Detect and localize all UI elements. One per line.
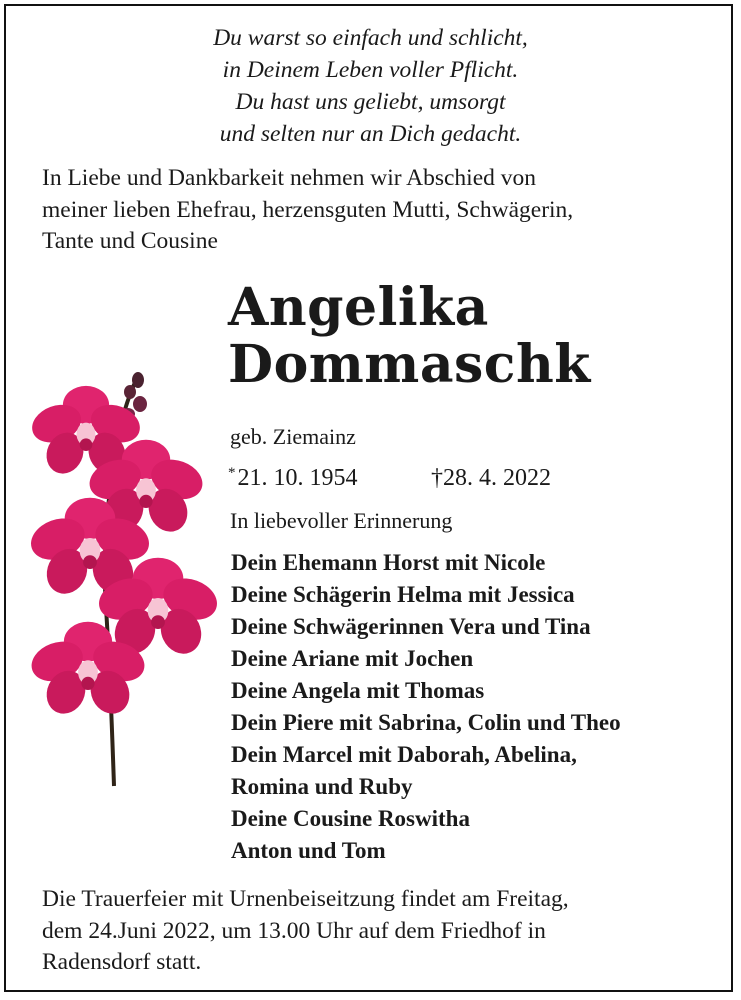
orchid-branch-icon [28, 368, 218, 792]
funeral-line: dem 24.Juni 2022, um 13.00 Uhr auf dem Friedhof in [42, 917, 546, 944]
poem-line: Du warst so einfach und schlicht, [213, 25, 528, 51]
poem-line: in Deinem Leben voller Pflicht. [222, 57, 519, 83]
deceased-name [228, 279, 591, 393]
birth-date-group [228, 465, 358, 492]
funeral-details [42, 884, 722, 979]
mourner-line: Deine Schägerin Helma mit Jessica [231, 582, 575, 607]
poem [0, 22, 741, 150]
funeral-line: Die Trauerfeier mit Urnenbeiseitzung findet am Freitag, [42, 886, 569, 912]
first-name: Angelika [228, 277, 489, 338]
mourner-line: Deine Schwägerinnen Vera und Tina [231, 614, 591, 639]
mourner-line: Romina und Ruby [231, 774, 413, 799]
birth-symbol: * [228, 465, 236, 481]
last-name: Dommaschk [228, 334, 591, 395]
mourners-list [231, 547, 731, 867]
mourner-line: Dein Marcel mit Daborah, Abelina, [231, 742, 577, 767]
funeral-line: Radensdorf statt. [42, 949, 202, 975]
birth-date: 21. 10. 1954 [237, 465, 358, 491]
poem-line: Du hast uns geliebt, umsorgt [235, 89, 506, 115]
birth-name: geb. Ziemainz [230, 424, 356, 449]
mourner-line: Anton und Tom [231, 838, 386, 863]
intro-line: meiner lieben Ehefrau, herzensguten Mutti, Schwägerin, [42, 196, 574, 223]
mourner-line: Deine Angela mit Thomas [231, 678, 485, 703]
death-date: 28. 4. 2022 [443, 465, 551, 491]
intro-text [42, 163, 722, 258]
mourner-line: Deine Ariane mit Jochen [231, 646, 474, 671]
poem-line: und selten nur an Dich gedacht. [219, 121, 522, 147]
intro-line: In Liebe und Dankbarkeit nehmen wir Abschied von [42, 165, 537, 191]
memory-line: In liebevoller Erinnerung [230, 508, 453, 533]
intro-line: Tante und Cousine [42, 228, 218, 254]
mourner-line: Deine Cousine Roswitha [231, 806, 470, 831]
mourner-line: Dein Ehemann Horst mit Nicole [231, 550, 546, 575]
mourner-line: Dein Piere mit Sabrina, Colin und Theo [231, 710, 621, 735]
death-symbol-icon: † [431, 465, 443, 491]
death-date-group [431, 465, 551, 492]
